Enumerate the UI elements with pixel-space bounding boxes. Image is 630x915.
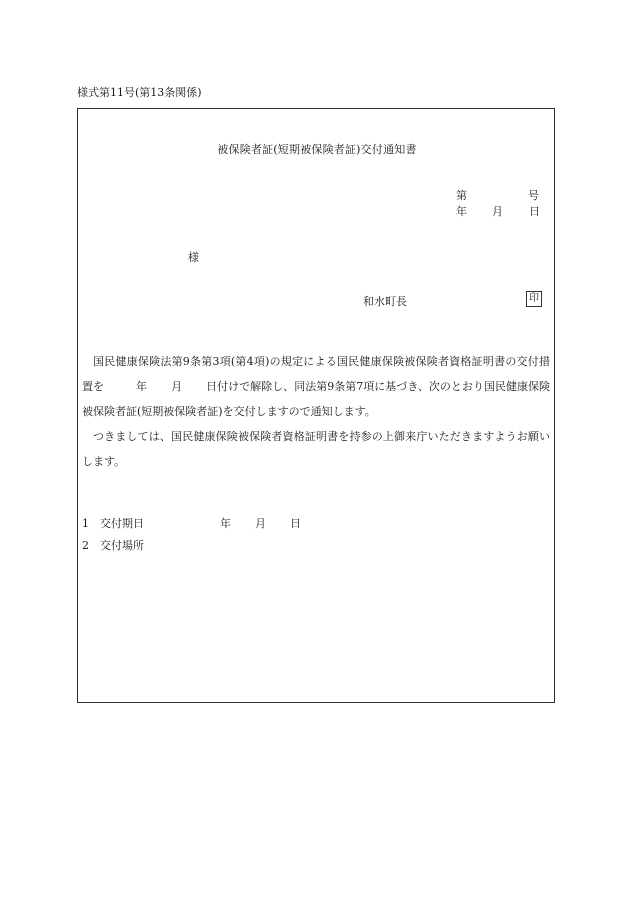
recipient-honorific: 様 — [188, 251, 199, 264]
notice-frame — [77, 108, 555, 703]
body-p1-year: 年 — [136, 380, 148, 393]
notice-body — [82, 349, 550, 474]
document-title: 被保険者証(短期被保険者証)交付通知書 — [217, 143, 417, 156]
seal-mark: 印 — [526, 291, 542, 307]
issue-date-day: 日 — [290, 517, 301, 530]
issuer-name: 和水町長 — [363, 295, 407, 308]
document-number-prefix: 第 — [456, 189, 467, 202]
issue-date — [220, 513, 301, 535]
list-item — [82, 535, 144, 557]
body-p1-month: 月 — [171, 380, 183, 393]
body-paragraph-2: つきましては、国民健康保険被保険者資格証明書を持参の上御来庁いただきますようお願いします。 — [82, 430, 550, 468]
body-p1-part1: 国民健康保険法第9条第3項(第4項)の規定による国民健康保険被保険者資格証明書の交付措置を — [82, 355, 550, 393]
issue-date-year: 年 — [220, 517, 231, 530]
date-year: 年 — [456, 205, 467, 218]
issue-date-month: 月 — [255, 517, 266, 530]
item-label: 交付場所 — [100, 539, 144, 552]
list-item — [82, 513, 301, 535]
item-number: 1 — [82, 517, 89, 530]
date-day: 日 — [529, 205, 540, 218]
form-number: 様式第11号(第13条関係) — [77, 86, 202, 99]
document-number-suffix: 号 — [528, 189, 539, 202]
item-label: 交付期日 — [100, 517, 144, 530]
body-paragraph-1 — [82, 349, 550, 424]
date-month: 月 — [492, 205, 503, 218]
items-list — [82, 513, 301, 557]
item-number: 2 — [82, 539, 89, 552]
body-p1-part2: 日付けで解除し、同法第9条第7項に基づき、次のとおり国民健康保険被保険者証(短期被保険者証)を交付しますので通知します。 — [82, 380, 551, 418]
